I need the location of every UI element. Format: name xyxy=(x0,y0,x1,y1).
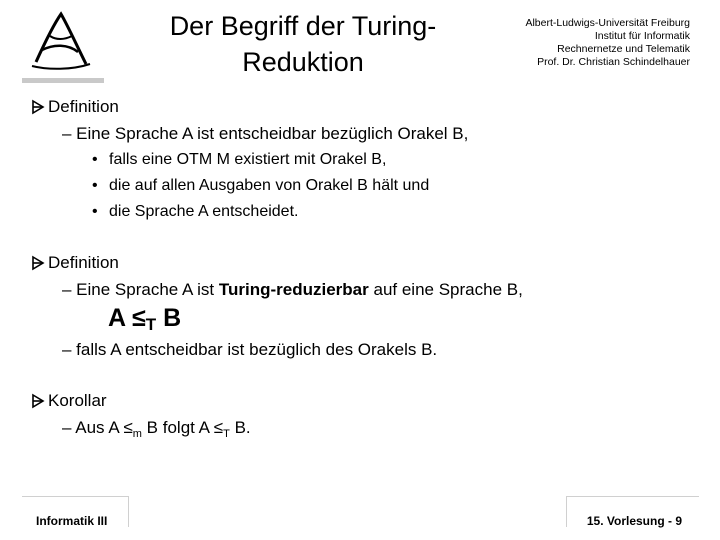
section-heading: Korollar xyxy=(48,391,107,410)
section-definition-1 xyxy=(30,97,119,117)
reduction-formula: $A \le_T$ B xyxy=(108,304,182,334)
title-line-1: Der Begriff der Turing- xyxy=(169,11,437,41)
bullet-icon: • xyxy=(92,177,98,194)
section-korollar xyxy=(30,391,107,411)
definition-1-text: – Eine Sprache A ist entscheidbar bezüglich Orakel B, xyxy=(62,124,469,143)
slide-title xyxy=(128,8,478,80)
university-logo xyxy=(28,10,92,72)
section-heading: Definition xyxy=(48,97,119,116)
title-line-2: Reduktion xyxy=(242,47,364,77)
footer-course: Informatik III xyxy=(36,514,108,528)
term-bold: Turing-reduzierbar xyxy=(218,280,369,299)
affiliation-line: Albert-Ludwigs-Universität Freiburg xyxy=(525,17,690,29)
arrow-bullet-icon xyxy=(30,99,46,115)
affiliation-line: Prof. Dr. Christian Schindelhauer xyxy=(537,56,690,68)
definition-2-text: – Eine Sprache A ist Turing-reduzierbar auf eine Sprache B, xyxy=(62,280,523,299)
bullet-icon: • xyxy=(92,151,98,168)
list-item: • falls eine OTM M existiert mit Orakel B, xyxy=(92,151,387,168)
arrow-bullet-icon xyxy=(30,255,46,271)
affiliation xyxy=(470,17,690,69)
arrow-bullet-icon xyxy=(30,393,46,409)
footer-page-number: 15. Vorlesung - 9 xyxy=(586,514,682,528)
header-rule xyxy=(22,78,104,83)
korollar-text: – Aus $A \le_m$ B folgt $A \le_T$ B. xyxy=(62,418,251,440)
definition-2-condition: – falls A entscheidbar ist bezüglich des Orakels B. xyxy=(62,340,438,359)
list-item: • die Sprache A entscheidet. xyxy=(92,203,299,220)
affiliation-line: Institut für Informatik xyxy=(594,30,690,42)
list-item: • die auf allen Ausgaben von Orakel B hält und xyxy=(92,177,430,194)
section-heading: Definition xyxy=(48,253,119,272)
section-definition-2 xyxy=(30,253,119,273)
bullet-icon: • xyxy=(92,203,98,220)
affiliation-line: Rechnernetze und Telematik xyxy=(557,43,690,55)
